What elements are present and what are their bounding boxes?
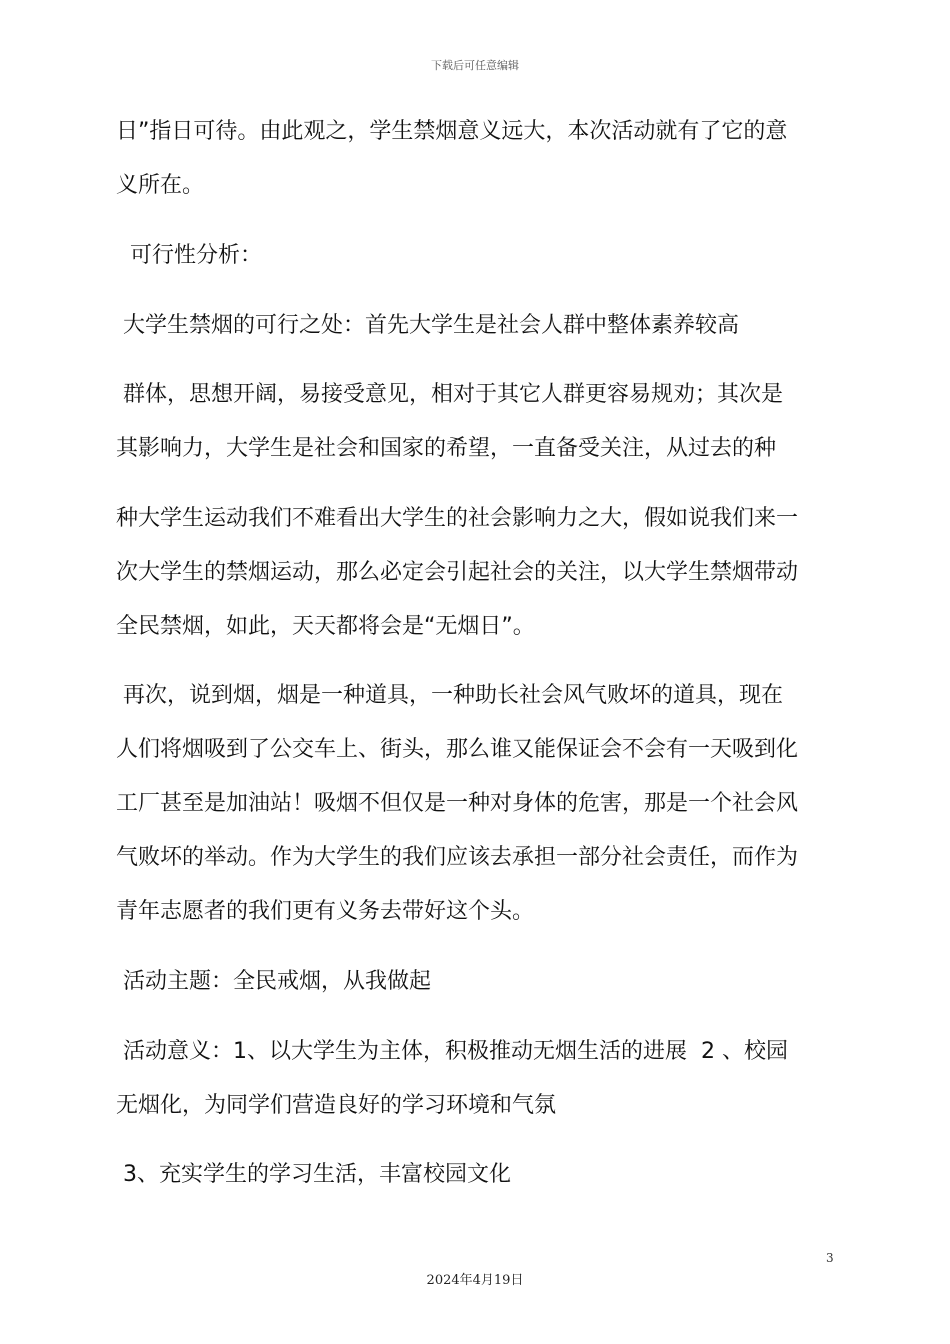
page-number: 3 — [826, 1251, 834, 1265]
page-header: 下载后可任意编辑 — [431, 59, 519, 72]
body-line: 无烟化，为同学们营造良好的学习环境和气氛 — [116, 1093, 557, 1118]
body-line: 青年志愿者的我们更有义务去带好这个头。 — [116, 899, 535, 924]
body-line: 人们将烟吸到了公交车上、街头，那么谁又能保证会不会有一天吸到化 — [116, 737, 799, 762]
body-line: 大学生禁烟的可行之处：首先大学生是社会人群中整体素养较高 — [116, 313, 739, 338]
body-line: 全民禁烟，如此，天天都将会是“无烟日”。 — [116, 614, 535, 639]
body-line: 次大学生的禁烟运动，那么必定会引起社会的关注，以大学生禁烟带动 — [116, 560, 799, 585]
body-line: 其影响力，大学生是社会和国家的希望，一直备受关注，从过去的种 — [116, 436, 777, 461]
body-line: 工厂甚至是加油站！吸烟不但仅是一种对身体的危害，那是一个社会风 — [116, 791, 799, 816]
body-line: 群体，思想开阔，易接受意见，相对于其它人群更容易规劝；其次是 — [116, 382, 783, 407]
body-line: 再次，说到烟，烟是一种道具，一种助长社会风气败坏的道具，现在 — [116, 683, 783, 708]
body-line: 3、充实学生的学习生活，丰富校园文化 — [116, 1162, 511, 1187]
footer-date: 2024年4月19日 — [426, 1273, 524, 1288]
body-line: 日”指日可待。由此观之，学生禁烟意义远大，本次活动就有了它的意 — [116, 119, 788, 144]
body-line: 气败坏的举动。作为大学生的我们应该去承担一部分社会责任，而作为 — [116, 845, 799, 870]
body-line: 义所在。 — [116, 173, 205, 198]
activity-significance: 活动意义：1、以大学生为主体，积极推动无烟生活的进展 2 、校园 — [116, 1039, 788, 1064]
body-line: 种大学生运动我们不难看出大学生的社会影响力之大，假如说我们来一 — [116, 506, 799, 531]
section-heading-feasibility: 可行性分析： — [116, 243, 262, 268]
activity-theme: 活动主题：全民戒烟，从我做起 — [116, 969, 431, 994]
